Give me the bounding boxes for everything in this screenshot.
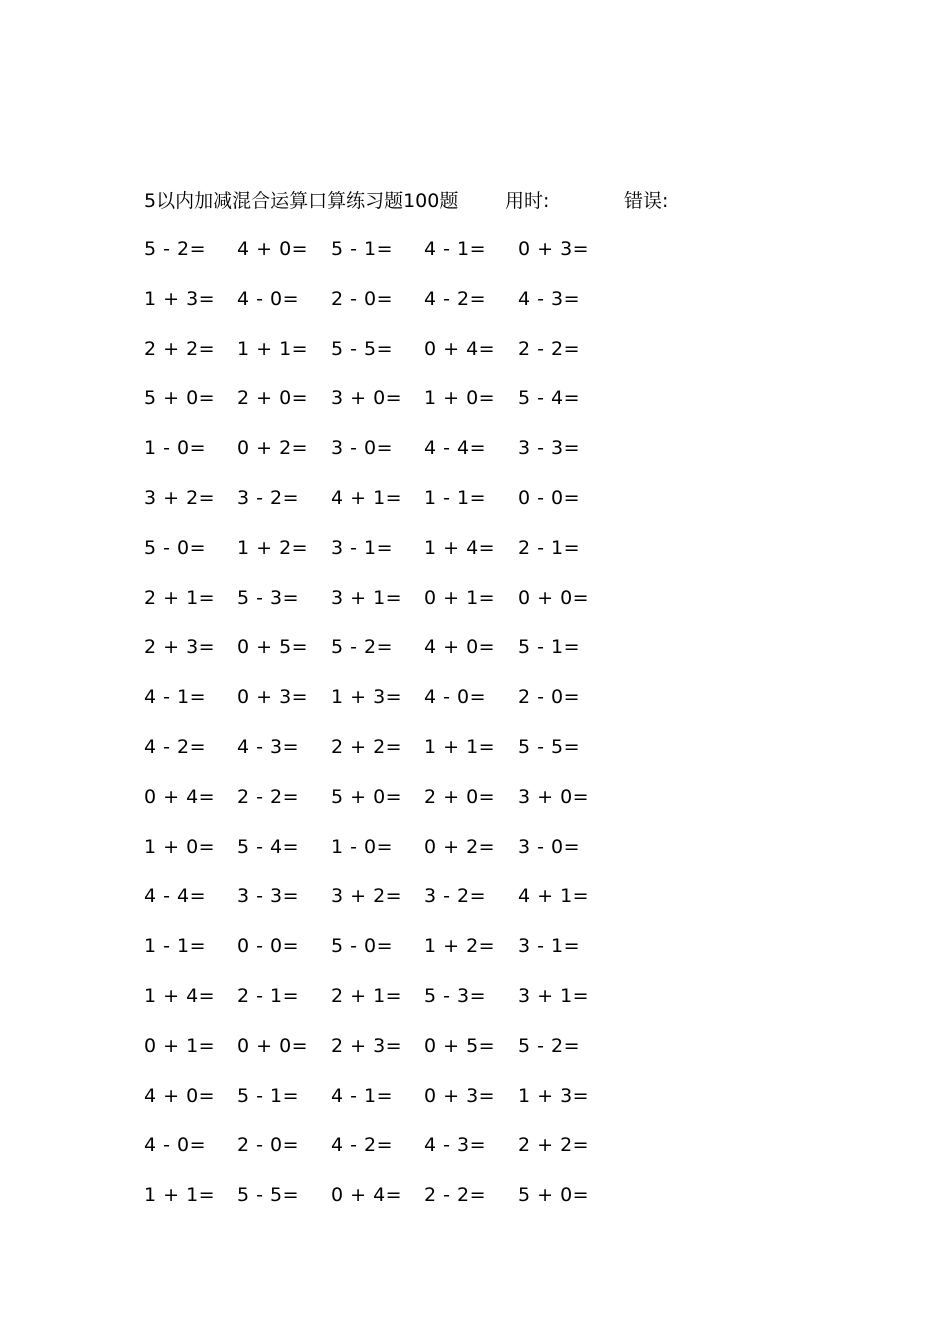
problem-cell: 0 + 0= bbox=[237, 1034, 309, 1057]
problem-row bbox=[144, 385, 624, 435]
problem-row bbox=[144, 1083, 624, 1133]
problem-row bbox=[144, 435, 624, 485]
problem-cell: 5 - 0= bbox=[331, 935, 394, 958]
problem-row bbox=[144, 784, 624, 834]
problem-cell: 5 + 0= bbox=[518, 1184, 590, 1207]
problem-cell: 1 + 3= bbox=[518, 1084, 590, 1107]
errors-label: 错误: bbox=[624, 190, 669, 212]
problem-cell: 4 + 0= bbox=[237, 238, 309, 260]
problem-cell: 1 + 0= bbox=[144, 835, 216, 858]
problem-cell: 0 + 3= bbox=[237, 686, 309, 709]
problem-cell: 4 - 1= bbox=[331, 1084, 394, 1107]
problem-cell: 3 - 3= bbox=[518, 437, 581, 460]
problem-cell: 3 - 1= bbox=[518, 935, 581, 958]
problem-cell: 5 - 2= bbox=[144, 238, 207, 260]
problem-cell: 5 - 5= bbox=[237, 1184, 300, 1207]
problem-row bbox=[144, 1132, 624, 1182]
problem-cell: 2 - 2= bbox=[518, 337, 581, 360]
problem-cell: 3 - 1= bbox=[331, 536, 394, 559]
problem-cell: 1 - 0= bbox=[144, 437, 207, 460]
problem-cell: 4 - 0= bbox=[144, 1134, 207, 1157]
problem-cell: 4 - 4= bbox=[424, 437, 487, 460]
problem-cell: 0 + 5= bbox=[424, 1034, 496, 1057]
problem-cell: 1 - 1= bbox=[424, 486, 487, 509]
problem-cell: 3 + 1= bbox=[331, 586, 403, 609]
problem-cell: 5 - 2= bbox=[518, 1034, 581, 1057]
problem-cell: 5 - 3= bbox=[237, 586, 300, 609]
problem-cell: 3 - 3= bbox=[237, 885, 300, 908]
problem-cell: 2 + 0= bbox=[237, 387, 309, 410]
problem-cell: 3 + 1= bbox=[518, 984, 590, 1007]
problem-cell: 1 - 1= bbox=[144, 935, 207, 958]
problem-cell: 0 + 1= bbox=[144, 1034, 216, 1057]
problem-cell: 0 + 1= bbox=[424, 586, 496, 609]
problem-cell: 2 - 2= bbox=[237, 785, 300, 808]
problem-cell: 1 + 2= bbox=[237, 536, 309, 559]
problem-cell: 4 - 4= bbox=[144, 885, 207, 908]
problem-cell: 2 - 2= bbox=[424, 1184, 487, 1207]
problem-cell: 4 - 1= bbox=[144, 686, 207, 709]
problem-cell: 2 - 1= bbox=[518, 536, 581, 559]
problem-cell: 5 - 4= bbox=[237, 835, 300, 858]
problem-row bbox=[144, 933, 624, 983]
problem-cell: 0 + 3= bbox=[518, 238, 590, 260]
problem-row bbox=[144, 1033, 624, 1083]
problem-cell: 3 - 0= bbox=[518, 835, 581, 858]
problem-row bbox=[144, 883, 624, 933]
problem-cell: 2 + 2= bbox=[144, 337, 216, 360]
problem-cell: 2 - 0= bbox=[518, 686, 581, 709]
problem-cell: 4 - 2= bbox=[424, 287, 487, 310]
problem-cell: 3 - 2= bbox=[237, 486, 300, 509]
problem-cell: 2 - 0= bbox=[331, 287, 394, 310]
problem-cell: 1 + 4= bbox=[424, 536, 496, 559]
problem-cell: 1 + 1= bbox=[144, 1184, 216, 1207]
problem-cell: 2 + 3= bbox=[331, 1034, 403, 1057]
problem-row bbox=[144, 684, 624, 734]
worksheet-title: 5以内加减混合运算口算练习题100题 bbox=[144, 190, 459, 212]
problem-cell: 2 + 1= bbox=[331, 984, 403, 1007]
problem-cell: 5 - 1= bbox=[331, 238, 394, 260]
problem-cell: 4 - 3= bbox=[237, 735, 300, 758]
problem-cell: 4 - 2= bbox=[331, 1134, 394, 1157]
problem-row bbox=[144, 983, 624, 1033]
problem-cell: 0 + 4= bbox=[331, 1184, 403, 1207]
problem-grid bbox=[144, 236, 624, 1232]
problem-row bbox=[144, 1182, 624, 1232]
problem-cell: 3 + 2= bbox=[144, 486, 216, 509]
problem-cell: 2 - 0= bbox=[237, 1134, 300, 1157]
problem-cell: 2 + 2= bbox=[518, 1134, 590, 1157]
problem-row bbox=[144, 634, 624, 684]
problem-cell: 5 - 1= bbox=[518, 636, 581, 659]
problem-cell: 0 + 2= bbox=[237, 437, 309, 460]
problem-cell: 2 + 0= bbox=[424, 785, 496, 808]
problem-cell: 3 + 0= bbox=[518, 785, 590, 808]
time-used-label: 用时: bbox=[505, 190, 550, 212]
problem-cell: 1 + 0= bbox=[424, 387, 496, 410]
problem-cell: 2 + 2= bbox=[331, 735, 403, 758]
problem-cell: 4 - 1= bbox=[424, 238, 487, 260]
problem-cell: 5 + 0= bbox=[144, 387, 216, 410]
problem-cell: 2 - 1= bbox=[237, 984, 300, 1007]
problem-row bbox=[144, 535, 624, 585]
problem-cell: 4 + 0= bbox=[144, 1084, 216, 1107]
problem-cell: 4 - 3= bbox=[424, 1134, 487, 1157]
problem-cell: 3 - 2= bbox=[424, 885, 487, 908]
problem-cell: 0 + 2= bbox=[424, 835, 496, 858]
problem-row bbox=[144, 585, 624, 635]
problem-cell: 2 + 1= bbox=[144, 586, 216, 609]
problem-cell: 5 - 4= bbox=[518, 387, 581, 410]
problem-cell: 0 + 0= bbox=[518, 586, 590, 609]
problem-row bbox=[144, 485, 624, 535]
problem-row bbox=[144, 734, 624, 784]
problem-cell: 1 + 4= bbox=[144, 984, 216, 1007]
problem-cell: 1 - 0= bbox=[331, 835, 394, 858]
problem-cell: 5 + 0= bbox=[331, 785, 403, 808]
problem-row bbox=[144, 286, 624, 336]
problem-cell: 5 - 5= bbox=[518, 735, 581, 758]
problem-cell: 0 - 0= bbox=[518, 486, 581, 509]
problem-cell: 0 + 4= bbox=[144, 785, 216, 808]
problem-cell: 5 - 3= bbox=[424, 984, 487, 1007]
problem-cell: 4 - 0= bbox=[237, 287, 300, 310]
problem-cell: 4 - 0= bbox=[424, 686, 487, 709]
problem-cell: 0 + 3= bbox=[424, 1084, 496, 1107]
problem-cell: 5 - 1= bbox=[237, 1084, 300, 1107]
problem-cell: 5 - 5= bbox=[331, 337, 394, 360]
problem-cell: 4 - 3= bbox=[518, 287, 581, 310]
problem-cell: 2 + 3= bbox=[144, 636, 216, 659]
problem-cell: 1 + 1= bbox=[424, 735, 496, 758]
problem-cell: 4 + 1= bbox=[331, 486, 403, 509]
problem-cell: 4 + 1= bbox=[518, 885, 590, 908]
problem-row bbox=[144, 336, 624, 386]
problem-cell: 1 + 2= bbox=[424, 935, 496, 958]
problem-cell: 1 + 1= bbox=[237, 337, 309, 360]
problem-cell: 4 + 0= bbox=[424, 636, 496, 659]
problem-cell: 4 - 2= bbox=[144, 735, 207, 758]
problem-cell: 0 + 4= bbox=[424, 337, 496, 360]
problem-cell: 3 + 0= bbox=[331, 387, 403, 410]
problem-row bbox=[144, 236, 624, 286]
problem-cell: 0 - 0= bbox=[237, 935, 300, 958]
worksheet-header bbox=[144, 187, 844, 215]
problem-cell: 0 + 5= bbox=[237, 636, 309, 659]
problem-row bbox=[144, 834, 624, 884]
problem-cell: 1 + 3= bbox=[331, 686, 403, 709]
problem-cell: 3 - 0= bbox=[331, 437, 394, 460]
problem-cell: 3 + 2= bbox=[331, 885, 403, 908]
problem-cell: 5 - 2= bbox=[331, 636, 394, 659]
problem-cell: 5 - 0= bbox=[144, 536, 207, 559]
problem-cell: 1 + 3= bbox=[144, 287, 216, 310]
